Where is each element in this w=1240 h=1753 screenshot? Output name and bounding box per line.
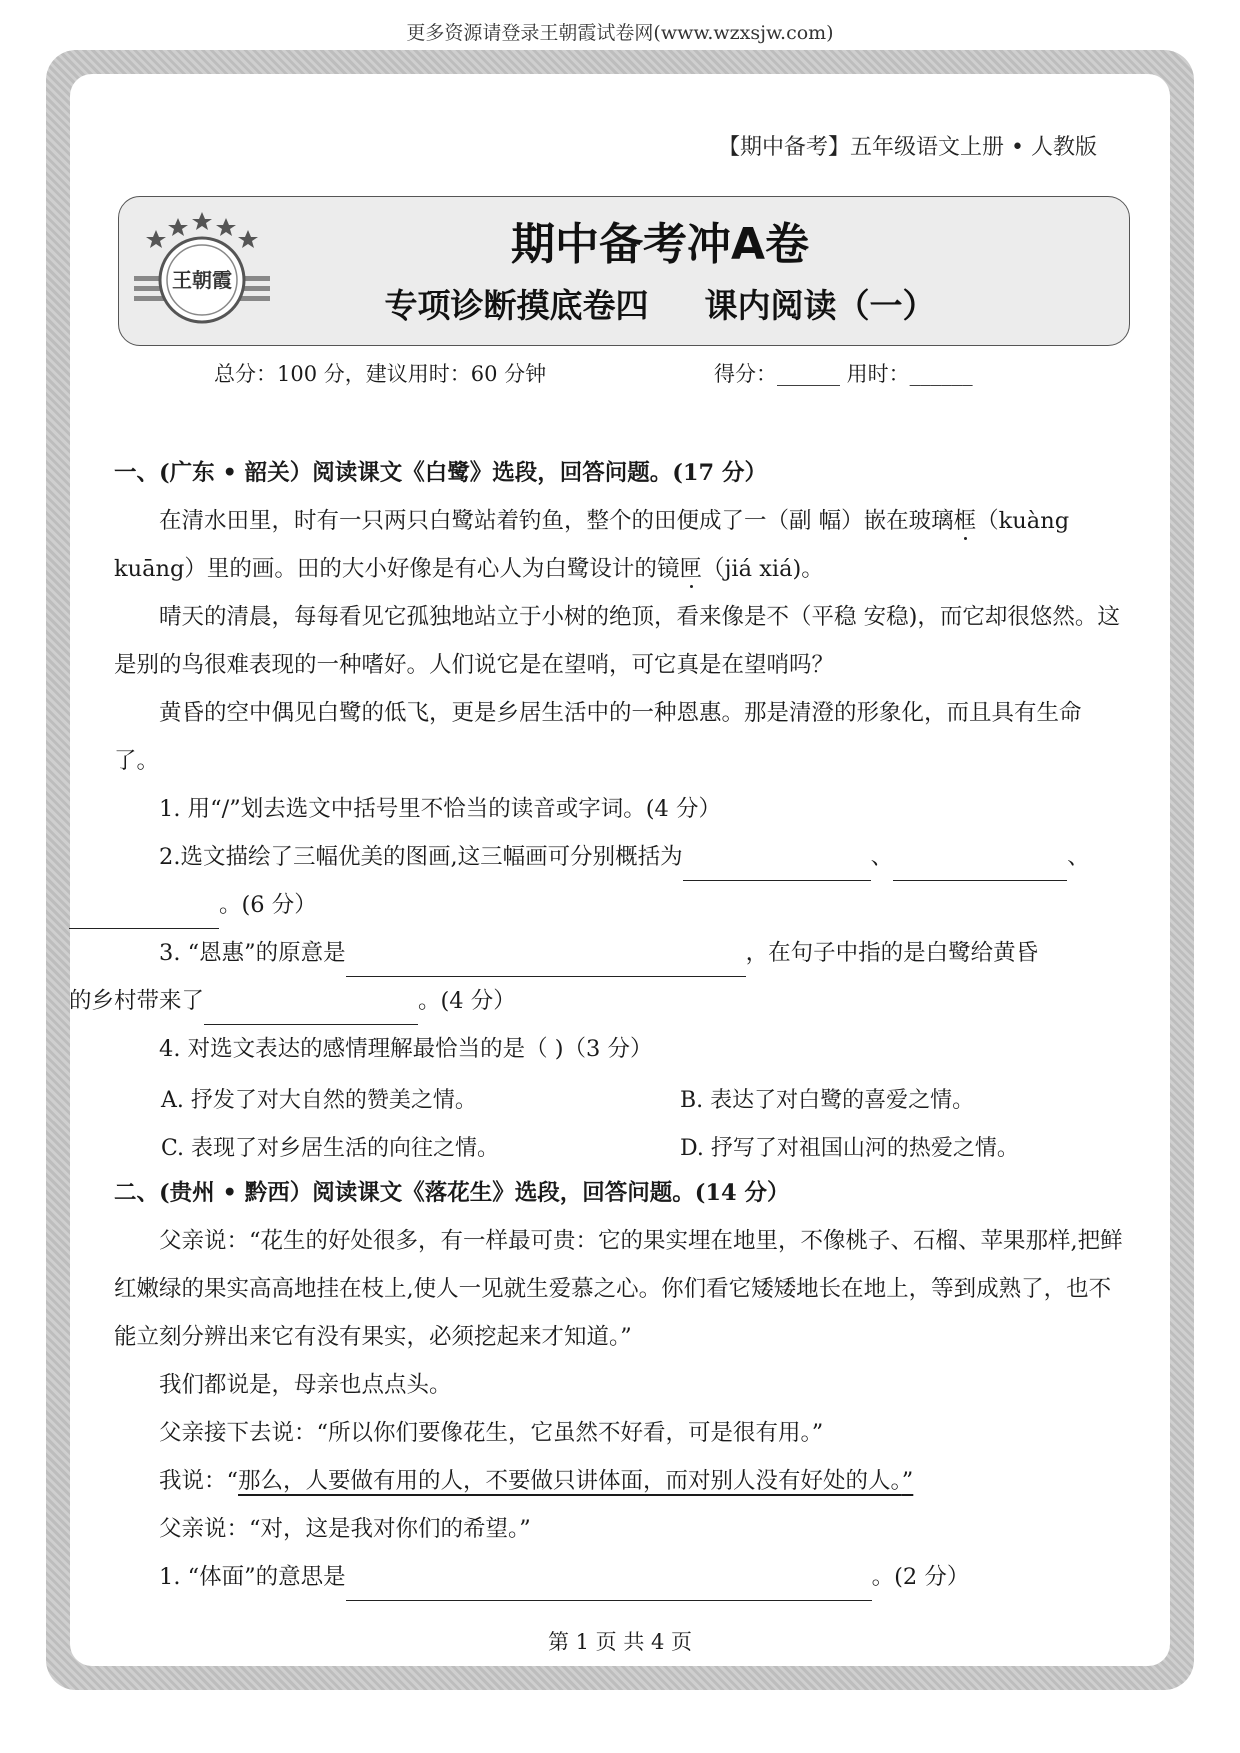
section1-paragraph-3: 黄昏的空中偶见白鹭的低飞，更是乡居生活中的一种恩惠。那是清澄的形象化，而且具有生命了。 <box>114 700 1082 774</box>
answer-blank[interactable] <box>204 994 418 1025</box>
score-blanks: 得分：______ 用时：______ <box>714 362 973 386</box>
section1-heading: 一、(广东 • 韶关）阅读课文《白鹭》选段，回答问题。(17 分） <box>114 460 767 486</box>
subtitle-left: 专项诊断摸底卷四 <box>384 286 649 325</box>
brand-logo <box>132 210 272 332</box>
option-a[interactable]: A. 抒发了对大自然的赞美之情。 <box>161 1088 477 1113</box>
question-4: 4. 对选文表达的感情理解最恰当的是（ )（3 分） <box>159 1036 653 1062</box>
series-label: 【期中备考】五年级语文上册 • 人教版 <box>718 135 1097 160</box>
score-info: 总分：100 分，建议用时：60 分钟 <box>214 362 547 386</box>
option-d[interactable]: D. 抒写了对祖国山河的热爱之情。 <box>680 1136 1019 1161</box>
option-c[interactable]: C. 表现了对乡居生活的向往之情。 <box>161 1136 500 1161</box>
answer-blank[interactable] <box>346 1570 872 1601</box>
page-title: 期中备考冲A卷 <box>510 219 810 270</box>
section1-paragraph-2: 晴天的清晨，每每看见它孤独地站立于小树的绝顶，看来像是不（平稳 安稳)，而它却很悠然。这是别的鸟很难表现的一种嗜好。人们说它是在望哨，可它真是在望哨吗？ <box>114 604 1120 678</box>
resource-note: 更多资源请登录王朝霞试卷网(www.wzxsjw.com) <box>406 22 834 44</box>
section2-paragraph-4: 我说：“那么，人要做有用的人，不要做只讲体面，而对别人没有好处的人。” <box>159 1468 914 1494</box>
page-subtitle <box>300 280 1020 327</box>
subtitle-right: 课内阅读（一） <box>704 286 936 325</box>
section2-question-1: 1. “体面”的意思是 。(2 分） <box>114 1553 1126 1601</box>
page-number: 第 1 页 共 4 页 <box>547 1630 693 1654</box>
answer-blank[interactable] <box>893 850 1067 881</box>
section1-paragraph-1: 在清水田里，时有一只两只白鹭站着钓鱼，整个的田便成了一（副 幅）嵌在玻璃框（kuàng kuāng）里的画。田的大小好像是有心人为白鹭设计的镜匣（jiá xiá)。 <box>114 508 1070 582</box>
section2-paragraph-3: 父亲接下去说：“所以你们要像花生，它虽然不好看，可是很有用。” <box>159 1420 824 1446</box>
question-3: 3. “恩惠”的原意是 ，在句子中指的是白鹭给黄昏 的乡村带来了 。(4 分） <box>114 929 1126 1025</box>
option-b[interactable]: B. 表达了对白鹭的喜爱之情。 <box>680 1088 975 1113</box>
question-1: 1. 用“/”划去选文中括号里不恰当的读音或字词。(4 分） <box>159 796 721 822</box>
answer-blank[interactable] <box>683 850 871 881</box>
answer-blank[interactable] <box>69 898 219 929</box>
underlined-sentence: 那么，人要做有用的人，不要做只讲体面，而对别人没有好处的人。 <box>238 1468 902 1494</box>
answer-blank[interactable] <box>346 946 746 977</box>
section2-heading: 二、(贵州 • 黔西）阅读课文《落花生》选段，回答问题。(14 分） <box>114 1180 790 1206</box>
section2-paragraph-1: 父亲说：“花生的好处很多，有一样最可贵：它的果实埋在地里，不像桃子、石榴、苹果那样,把鲜红嫩绿的果实高高地挂在枝上,使人一见就生爱慕之心。你们看它矮矮地长在地上，等到成熟了，也不能立刻分辨出来它有没有果实，必须挖起来才知道。” <box>114 1228 1123 1350</box>
logo-text: 王朝霞 <box>172 268 232 292</box>
section2-paragraph-5: 父亲说：“对，这是我对你们的希望。” <box>159 1516 531 1542</box>
section2-paragraph-2: 我们都说是，母亲也点点头。 <box>159 1372 452 1398</box>
question-2: 2.选文描绘了三幅优美的图画,这三幅画可分别概括为 、 、 。(6 分） <box>114 833 1126 929</box>
